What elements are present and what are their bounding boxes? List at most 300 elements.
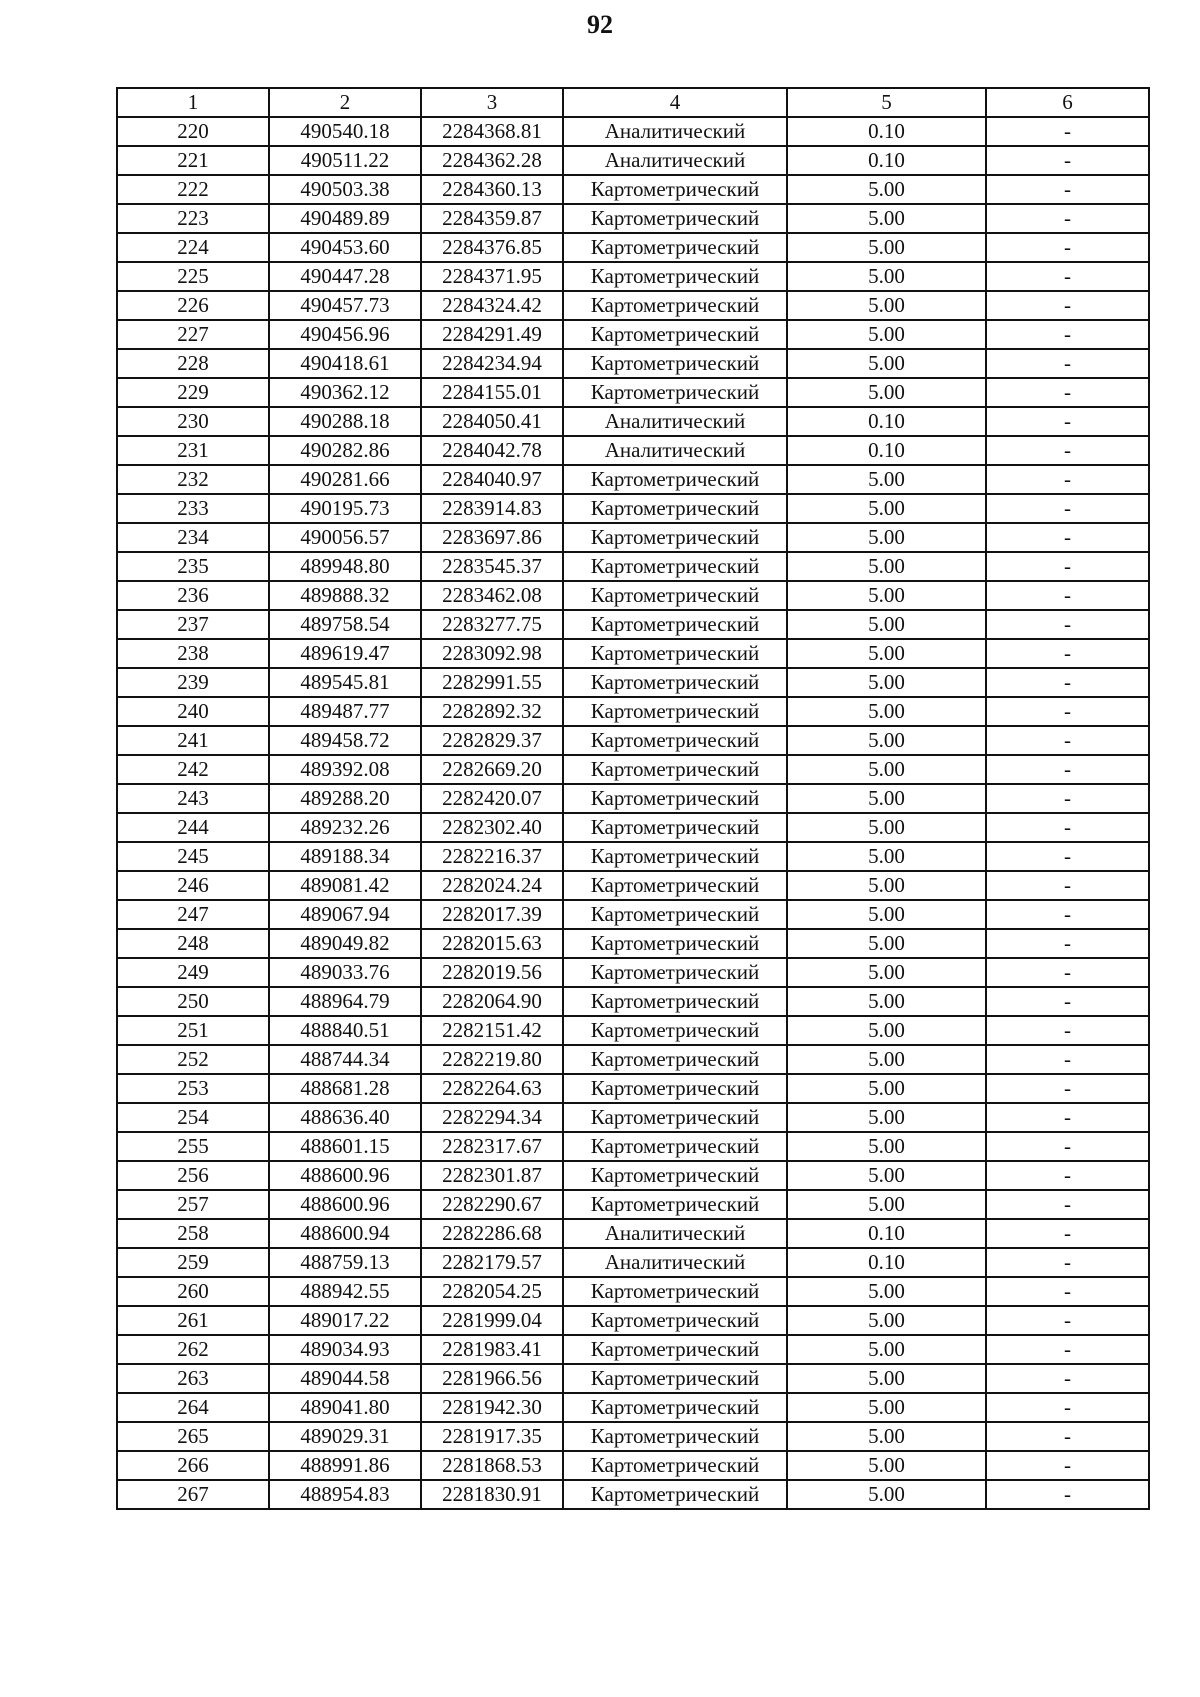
y-coordinate-cell: 2282420.07 <box>421 784 563 813</box>
method-cell: Картометрический <box>563 494 787 523</box>
point-number-cell: 251 <box>117 1016 269 1045</box>
method-cell: Аналитический <box>563 407 787 436</box>
x-coordinate-cell: 489487.77 <box>269 697 421 726</box>
table-row <box>117 871 1149 900</box>
page-number: 92 <box>587 10 613 39</box>
y-coordinate-cell: 2282669.20 <box>421 755 563 784</box>
point-number-cell: 223 <box>117 204 269 233</box>
accuracy-cell: 5.00 <box>787 581 986 610</box>
table-row <box>117 784 1149 813</box>
x-coordinate-cell: 489888.32 <box>269 581 421 610</box>
table-row <box>117 1132 1149 1161</box>
accuracy-cell: 5.00 <box>787 668 986 697</box>
accuracy-cell: 5.00 <box>787 987 986 1016</box>
y-coordinate-cell: 2283545.37 <box>421 552 563 581</box>
table-row <box>117 349 1149 378</box>
y-coordinate-cell: 2281942.30 <box>421 1393 563 1422</box>
note-cell: - <box>986 552 1149 581</box>
method-cell: Картометрический <box>563 639 787 668</box>
x-coordinate-cell: 489288.20 <box>269 784 421 813</box>
note-cell: - <box>986 639 1149 668</box>
y-coordinate-cell: 2282151.42 <box>421 1016 563 1045</box>
method-cell: Картометрический <box>563 1103 787 1132</box>
point-number-cell: 250 <box>117 987 269 1016</box>
table-row <box>117 1045 1149 1074</box>
accuracy-cell: 0.10 <box>787 407 986 436</box>
point-number-cell: 253 <box>117 1074 269 1103</box>
method-cell: Картометрический <box>563 465 787 494</box>
accuracy-cell: 0.10 <box>787 1219 986 1248</box>
table-row <box>117 726 1149 755</box>
table-row <box>117 1161 1149 1190</box>
method-cell: Картометрический <box>563 552 787 581</box>
accuracy-cell: 5.00 <box>787 320 986 349</box>
note-cell: - <box>986 1190 1149 1219</box>
column-header: 2 <box>269 88 421 117</box>
point-number-cell: 258 <box>117 1219 269 1248</box>
table-row <box>117 1451 1149 1480</box>
point-number-cell: 242 <box>117 755 269 784</box>
point-number-cell: 241 <box>117 726 269 755</box>
accuracy-cell: 5.00 <box>787 1103 986 1132</box>
note-cell: - <box>986 1103 1149 1132</box>
accuracy-cell: 5.00 <box>787 1132 986 1161</box>
x-coordinate-cell: 488759.13 <box>269 1248 421 1277</box>
y-coordinate-cell: 2282991.55 <box>421 668 563 697</box>
x-coordinate-cell: 488600.94 <box>269 1219 421 1248</box>
y-coordinate-cell: 2282216.37 <box>421 842 563 871</box>
y-coordinate-cell: 2284368.81 <box>421 117 563 146</box>
y-coordinate-cell: 2283697.86 <box>421 523 563 552</box>
y-coordinate-cell: 2282286.68 <box>421 1219 563 1248</box>
note-cell: - <box>986 494 1149 523</box>
y-coordinate-cell: 2284362.28 <box>421 146 563 175</box>
note-cell: - <box>986 204 1149 233</box>
y-coordinate-cell: 2282024.24 <box>421 871 563 900</box>
x-coordinate-cell: 488681.28 <box>269 1074 421 1103</box>
accuracy-cell: 5.00 <box>787 958 986 987</box>
method-cell: Картометрический <box>563 1132 787 1161</box>
method-cell: Картометрический <box>563 958 787 987</box>
table-row <box>117 523 1149 552</box>
point-number-cell: 230 <box>117 407 269 436</box>
table-row <box>117 1480 1149 1509</box>
y-coordinate-cell: 2283914.83 <box>421 494 563 523</box>
accuracy-cell: 5.00 <box>787 1451 986 1480</box>
x-coordinate-cell: 489188.34 <box>269 842 421 871</box>
y-coordinate-cell: 2282264.63 <box>421 1074 563 1103</box>
y-coordinate-cell: 2284324.42 <box>421 291 563 320</box>
x-coordinate-cell: 489458.72 <box>269 726 421 755</box>
accuracy-cell: 5.00 <box>787 1074 986 1103</box>
y-coordinate-cell: 2284155.01 <box>421 378 563 407</box>
table-row <box>117 1422 1149 1451</box>
accuracy-cell: 5.00 <box>787 726 986 755</box>
point-number-cell: 244 <box>117 813 269 842</box>
method-cell: Аналитический <box>563 436 787 465</box>
note-cell: - <box>986 755 1149 784</box>
accuracy-cell: 5.00 <box>787 175 986 204</box>
point-number-cell: 266 <box>117 1451 269 1480</box>
point-number-cell: 243 <box>117 784 269 813</box>
y-coordinate-cell: 2281983.41 <box>421 1335 563 1364</box>
x-coordinate-cell: 489392.08 <box>269 755 421 784</box>
method-cell: Картометрический <box>563 1480 787 1509</box>
note-cell: - <box>986 1277 1149 1306</box>
x-coordinate-cell: 488840.51 <box>269 1016 421 1045</box>
table-row <box>117 900 1149 929</box>
note-cell: - <box>986 726 1149 755</box>
accuracy-cell: 5.00 <box>787 929 986 958</box>
note-cell: - <box>986 900 1149 929</box>
point-number-cell: 252 <box>117 1045 269 1074</box>
note-cell: - <box>986 320 1149 349</box>
y-coordinate-cell: 2281999.04 <box>421 1306 563 1335</box>
column-header: 6 <box>986 88 1149 117</box>
table-row <box>117 436 1149 465</box>
method-cell: Картометрический <box>563 1277 787 1306</box>
y-coordinate-cell: 2282017.39 <box>421 900 563 929</box>
x-coordinate-cell: 488600.96 <box>269 1161 421 1190</box>
method-cell: Картометрический <box>563 175 787 204</box>
accuracy-cell: 0.10 <box>787 1248 986 1277</box>
method-cell: Картометрический <box>563 929 787 958</box>
x-coordinate-cell: 489049.82 <box>269 929 421 958</box>
accuracy-cell: 5.00 <box>787 349 986 378</box>
x-coordinate-cell: 489044.58 <box>269 1364 421 1393</box>
x-coordinate-cell: 489619.47 <box>269 639 421 668</box>
method-cell: Картометрический <box>563 1074 787 1103</box>
note-cell: - <box>986 378 1149 407</box>
table-row <box>117 465 1149 494</box>
point-number-cell: 233 <box>117 494 269 523</box>
method-cell: Картометрический <box>563 1364 787 1393</box>
note-cell: - <box>986 1364 1149 1393</box>
x-coordinate-cell: 488991.86 <box>269 1451 421 1480</box>
x-coordinate-cell: 489017.22 <box>269 1306 421 1335</box>
x-coordinate-cell: 490503.38 <box>269 175 421 204</box>
table-row <box>117 1248 1149 1277</box>
note-cell: - <box>986 175 1149 204</box>
x-coordinate-cell: 488636.40 <box>269 1103 421 1132</box>
column-header: 3 <box>421 88 563 117</box>
y-coordinate-cell: 2282054.25 <box>421 1277 563 1306</box>
accuracy-cell: 5.00 <box>787 494 986 523</box>
table-row <box>117 1103 1149 1132</box>
accuracy-cell: 5.00 <box>787 1422 986 1451</box>
x-coordinate-cell: 490362.12 <box>269 378 421 407</box>
method-cell: Картометрический <box>563 349 787 378</box>
x-coordinate-cell: 489948.80 <box>269 552 421 581</box>
point-number-cell: 245 <box>117 842 269 871</box>
y-coordinate-cell: 2281966.56 <box>421 1364 563 1393</box>
point-number-cell: 227 <box>117 320 269 349</box>
method-cell: Картометрический <box>563 233 787 262</box>
table-row <box>117 494 1149 523</box>
point-number-cell: 234 <box>117 523 269 552</box>
method-cell: Аналитический <box>563 1219 787 1248</box>
table-body <box>117 117 1149 1509</box>
method-cell: Картометрический <box>563 1161 787 1190</box>
y-coordinate-cell: 2284042.78 <box>421 436 563 465</box>
accuracy-cell: 5.00 <box>787 1306 986 1335</box>
point-number-cell: 238 <box>117 639 269 668</box>
table-header-row <box>117 88 1149 117</box>
x-coordinate-cell: 489029.31 <box>269 1422 421 1451</box>
accuracy-cell: 0.10 <box>787 146 986 175</box>
x-coordinate-cell: 490288.18 <box>269 407 421 436</box>
table-row <box>117 552 1149 581</box>
accuracy-cell: 0.10 <box>787 117 986 146</box>
note-cell: - <box>986 436 1149 465</box>
x-coordinate-cell: 490456.96 <box>269 320 421 349</box>
accuracy-cell: 5.00 <box>787 378 986 407</box>
method-cell: Картометрический <box>563 1190 787 1219</box>
note-cell: - <box>986 1016 1149 1045</box>
point-number-cell: 231 <box>117 436 269 465</box>
y-coordinate-cell: 2284050.41 <box>421 407 563 436</box>
x-coordinate-cell: 490457.73 <box>269 291 421 320</box>
note-cell: - <box>986 146 1149 175</box>
y-coordinate-cell: 2284234.94 <box>421 349 563 378</box>
y-coordinate-cell: 2284376.85 <box>421 233 563 262</box>
table-row <box>117 610 1149 639</box>
accuracy-cell: 5.00 <box>787 1480 986 1509</box>
accuracy-cell: 5.00 <box>787 639 986 668</box>
note-cell: - <box>986 784 1149 813</box>
table-row <box>117 175 1149 204</box>
point-number-cell: 259 <box>117 1248 269 1277</box>
y-coordinate-cell: 2282302.40 <box>421 813 563 842</box>
method-cell: Аналитический <box>563 1248 787 1277</box>
table-row <box>117 581 1149 610</box>
table-row <box>117 639 1149 668</box>
point-number-cell: 222 <box>117 175 269 204</box>
table-row <box>117 407 1149 436</box>
accuracy-cell: 5.00 <box>787 262 986 291</box>
point-number-cell: 237 <box>117 610 269 639</box>
point-number-cell: 256 <box>117 1161 269 1190</box>
method-cell: Аналитический <box>563 117 787 146</box>
table-row <box>117 755 1149 784</box>
note-cell: - <box>986 349 1149 378</box>
y-coordinate-cell: 2282829.37 <box>421 726 563 755</box>
table-row <box>117 668 1149 697</box>
method-cell: Картометрический <box>563 1393 787 1422</box>
table-row <box>117 1074 1149 1103</box>
point-number-cell: 254 <box>117 1103 269 1132</box>
note-cell: - <box>986 929 1149 958</box>
y-coordinate-cell: 2281830.91 <box>421 1480 563 1509</box>
accuracy-cell: 5.00 <box>787 784 986 813</box>
y-coordinate-cell: 2281868.53 <box>421 1451 563 1480</box>
table-row <box>117 929 1149 958</box>
table-row <box>117 958 1149 987</box>
note-cell: - <box>986 871 1149 900</box>
point-number-cell: 228 <box>117 349 269 378</box>
point-number-cell: 239 <box>117 668 269 697</box>
x-coordinate-cell: 490281.66 <box>269 465 421 494</box>
x-coordinate-cell: 490511.22 <box>269 146 421 175</box>
x-coordinate-cell: 490056.57 <box>269 523 421 552</box>
x-coordinate-cell: 489041.80 <box>269 1393 421 1422</box>
x-coordinate-cell: 488964.79 <box>269 987 421 1016</box>
accuracy-cell: 5.00 <box>787 610 986 639</box>
method-cell: Картометрический <box>563 755 787 784</box>
x-coordinate-cell: 489067.94 <box>269 900 421 929</box>
point-number-cell: 224 <box>117 233 269 262</box>
table-row <box>117 813 1149 842</box>
x-coordinate-cell: 490453.60 <box>269 233 421 262</box>
note-cell: - <box>986 233 1149 262</box>
note-cell: - <box>986 1306 1149 1335</box>
point-number-cell: 220 <box>117 117 269 146</box>
method-cell: Картометрический <box>563 842 787 871</box>
note-cell: - <box>986 1219 1149 1248</box>
table-row <box>117 842 1149 871</box>
y-coordinate-cell: 2284359.87 <box>421 204 563 233</box>
point-number-cell: 261 <box>117 1306 269 1335</box>
y-coordinate-cell: 2281917.35 <box>421 1422 563 1451</box>
note-cell: - <box>986 987 1149 1016</box>
point-number-cell: 229 <box>117 378 269 407</box>
y-coordinate-cell: 2284291.49 <box>421 320 563 349</box>
method-cell: Картометрический <box>563 1335 787 1364</box>
y-coordinate-cell: 2282892.32 <box>421 697 563 726</box>
accuracy-cell: 5.00 <box>787 1161 986 1190</box>
note-cell: - <box>986 842 1149 871</box>
column-header: 1 <box>117 88 269 117</box>
note-cell: - <box>986 1045 1149 1074</box>
method-cell: Картометрический <box>563 291 787 320</box>
table-row <box>117 697 1149 726</box>
table-row <box>117 262 1149 291</box>
method-cell: Картометрический <box>563 1306 787 1335</box>
point-number-cell: 236 <box>117 581 269 610</box>
x-coordinate-cell: 490418.61 <box>269 349 421 378</box>
note-cell: - <box>986 1132 1149 1161</box>
point-number-cell: 235 <box>117 552 269 581</box>
y-coordinate-cell: 2282064.90 <box>421 987 563 1016</box>
point-number-cell: 267 <box>117 1480 269 1509</box>
method-cell: Картометрический <box>563 697 787 726</box>
method-cell: Картометрический <box>563 987 787 1016</box>
table-row <box>117 320 1149 349</box>
accuracy-cell: 5.00 <box>787 1190 986 1219</box>
y-coordinate-cell: 2283462.08 <box>421 581 563 610</box>
y-coordinate-cell: 2284371.95 <box>421 262 563 291</box>
accuracy-cell: 5.00 <box>787 1393 986 1422</box>
method-cell: Картометрический <box>563 1451 787 1480</box>
accuracy-cell: 5.00 <box>787 1364 986 1393</box>
note-cell: - <box>986 581 1149 610</box>
y-coordinate-cell: 2282179.57 <box>421 1248 563 1277</box>
point-number-cell: 247 <box>117 900 269 929</box>
point-number-cell: 262 <box>117 1335 269 1364</box>
x-coordinate-cell: 488942.55 <box>269 1277 421 1306</box>
column-header: 4 <box>563 88 787 117</box>
accuracy-cell: 5.00 <box>787 465 986 494</box>
y-coordinate-cell: 2283092.98 <box>421 639 563 668</box>
point-number-cell: 221 <box>117 146 269 175</box>
method-cell: Картометрический <box>563 610 787 639</box>
method-cell: Картометрический <box>563 1016 787 1045</box>
x-coordinate-cell: 489758.54 <box>269 610 421 639</box>
note-cell: - <box>986 1335 1149 1364</box>
point-number-cell: 240 <box>117 697 269 726</box>
y-coordinate-cell: 2282290.67 <box>421 1190 563 1219</box>
method-cell: Картометрический <box>563 378 787 407</box>
x-coordinate-cell: 490282.86 <box>269 436 421 465</box>
y-coordinate-cell: 2283277.75 <box>421 610 563 639</box>
point-number-cell: 225 <box>117 262 269 291</box>
note-cell: - <box>986 610 1149 639</box>
point-number-cell: 255 <box>117 1132 269 1161</box>
note-cell: - <box>986 1248 1149 1277</box>
note-cell: - <box>986 813 1149 842</box>
note-cell: - <box>986 668 1149 697</box>
point-number-cell: 232 <box>117 465 269 494</box>
method-cell: Картометрический <box>563 581 787 610</box>
table-row <box>117 987 1149 1016</box>
method-cell: Аналитический <box>563 146 787 175</box>
note-cell: - <box>986 1480 1149 1509</box>
method-cell: Картометрический <box>563 320 787 349</box>
note-cell: - <box>986 407 1149 436</box>
point-number-cell: 249 <box>117 958 269 987</box>
table-row <box>117 1364 1149 1393</box>
y-coordinate-cell: 2282301.87 <box>421 1161 563 1190</box>
accuracy-cell: 5.00 <box>787 813 986 842</box>
method-cell: Картометрический <box>563 1422 787 1451</box>
method-cell: Картометрический <box>563 813 787 842</box>
note-cell: - <box>986 523 1149 552</box>
accuracy-cell: 5.00 <box>787 552 986 581</box>
accuracy-cell: 5.00 <box>787 755 986 784</box>
note-cell: - <box>986 1161 1149 1190</box>
accuracy-cell: 0.10 <box>787 436 986 465</box>
table-row <box>117 233 1149 262</box>
method-cell: Картометрический <box>563 262 787 291</box>
note-cell: - <box>986 262 1149 291</box>
table-row <box>117 1190 1149 1219</box>
accuracy-cell: 5.00 <box>787 871 986 900</box>
x-coordinate-cell: 489034.93 <box>269 1335 421 1364</box>
method-cell: Картометрический <box>563 726 787 755</box>
point-number-cell: 246 <box>117 871 269 900</box>
x-coordinate-cell: 488954.83 <box>269 1480 421 1509</box>
note-cell: - <box>986 1422 1149 1451</box>
table-row <box>117 1016 1149 1045</box>
method-cell: Картометрический <box>563 204 787 233</box>
note-cell: - <box>986 291 1149 320</box>
y-coordinate-cell: 2282015.63 <box>421 929 563 958</box>
y-coordinate-cell: 2284360.13 <box>421 175 563 204</box>
point-number-cell: 260 <box>117 1277 269 1306</box>
method-cell: Картометрический <box>563 668 787 697</box>
note-cell: - <box>986 958 1149 987</box>
table-row <box>117 1393 1149 1422</box>
column-header: 5 <box>787 88 986 117</box>
table-row <box>117 117 1149 146</box>
x-coordinate-cell: 490540.18 <box>269 117 421 146</box>
method-cell: Картометрический <box>563 784 787 813</box>
table-row <box>117 1335 1149 1364</box>
x-coordinate-cell: 489232.26 <box>269 813 421 842</box>
accuracy-cell: 5.00 <box>787 1277 986 1306</box>
accuracy-cell: 5.00 <box>787 204 986 233</box>
x-coordinate-cell: 488601.15 <box>269 1132 421 1161</box>
